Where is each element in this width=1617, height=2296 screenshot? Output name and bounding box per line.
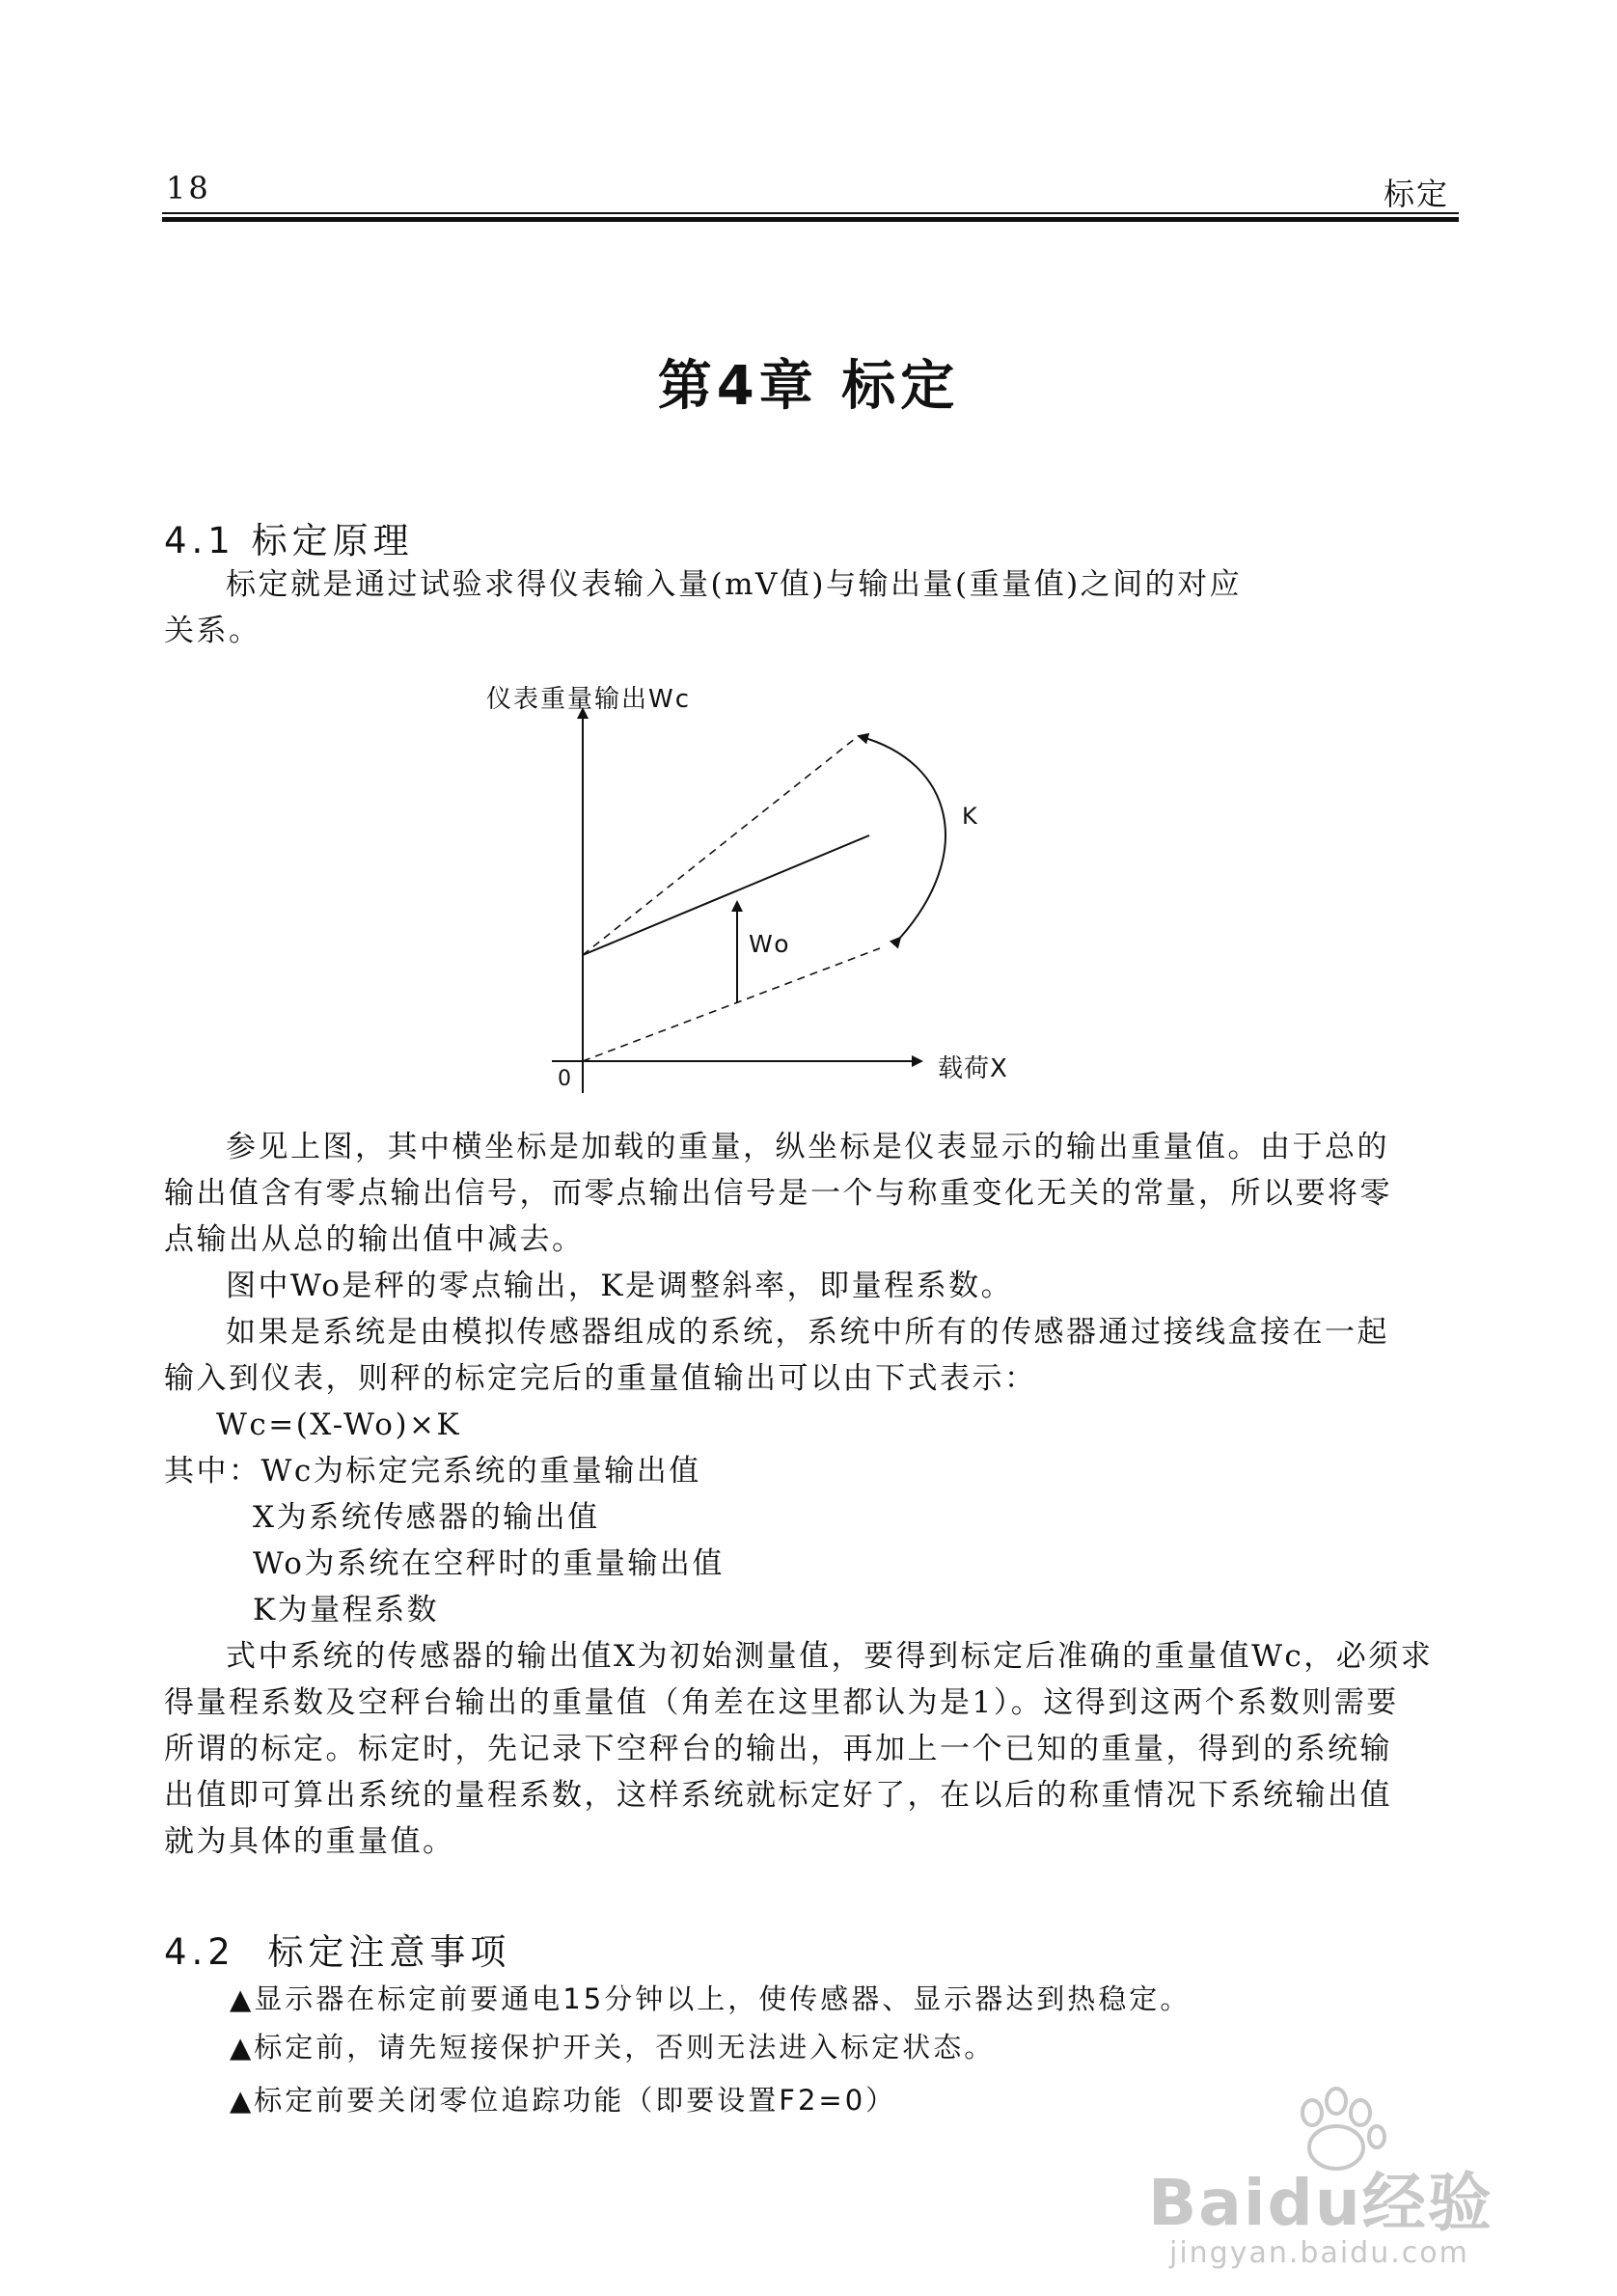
origin-label: 0 xyxy=(558,1067,571,1091)
section-heading-4-2: 4.2 标定注意事项 xyxy=(164,1931,511,1973)
page-number: 18 xyxy=(166,170,211,206)
intro-line-1: 标定就是通过试验求得仪表输入量(mV值)与输出量(重量值)之间的对应 xyxy=(226,567,1243,602)
paragraph-1-line-3: 点输出从总的输出值中减去。 xyxy=(164,1222,585,1257)
chapter-title: 第4章 标定 xyxy=(657,355,960,418)
running-header-section: 标定 xyxy=(1384,176,1450,212)
formula: Wc=(X-Wo)×K xyxy=(216,1408,462,1442)
paragraph-4-line-4: 出值即可算出系统的量程系数，这样系统就标定好了，在以后的称重情况下系统输出值 xyxy=(164,1778,1392,1813)
paragraph-2: 图中Wo是秤的零点输出，K是调整斜率，即量程系数。 xyxy=(226,1269,1014,1303)
k-label: K xyxy=(962,803,977,830)
section-heading-4-1: 4.1 标定原理 xyxy=(164,520,414,561)
paragraph-3-line-1: 如果是系统是由模拟传感器组成的系统，系统中所有的传感器通过接线盒接在一起 xyxy=(226,1315,1389,1350)
paragraph-4-line-1: 式中系统的传感器的输出值X为初始测量值，要得到标定后准确的重量值Wc，必须求 xyxy=(226,1639,1434,1674)
bullet-short-switch: ▲标定前，请先短接保护开关，否则无法进入标定状态。 xyxy=(230,2031,996,2064)
paragraph-4-line-2: 得量程系数及空秤台输出的重量值（角差在这里都认为是1）。这得到这两个系数则需要 xyxy=(164,1685,1399,1720)
definition-x: X为系统传感器的输出值 xyxy=(253,1500,600,1535)
definition-k: K为量程系数 xyxy=(253,1593,440,1627)
watermark-url: jingyan.baidu.com xyxy=(1169,2236,1469,2270)
lower-dashed-line xyxy=(583,948,880,1061)
upper-dashed-line xyxy=(583,738,856,955)
intro-line-2: 关系。 xyxy=(164,614,261,648)
y-axis-label: 仪表重量输出Wc xyxy=(486,685,692,714)
calibration-line xyxy=(583,835,869,955)
bullet-zero-tracking: ▲标定前要关闭零位追踪功能（即要设置F2=0） xyxy=(230,2084,897,2117)
k-curve-arrow xyxy=(859,736,946,938)
wo-label: Wo xyxy=(749,930,792,958)
where-line: 其中：Wc为标定完系统的重量输出值 xyxy=(164,1454,701,1489)
x-axis-label: 载荷X xyxy=(938,1054,1008,1083)
paragraph-4-line-3: 所谓的标定。标定时，先记录下空秤台的输出，再加上一个已知的重量，得到的系统输 xyxy=(164,1732,1392,1766)
calibration-diagram xyxy=(0,0,1617,1109)
watermark-brand: Baidu经验 xyxy=(1148,2166,1494,2240)
definition-wo: Wo为系统在空秤时的重量输出值 xyxy=(253,1546,725,1581)
paragraph-4-line-5: 就为具体的重量值。 xyxy=(164,1824,455,1859)
paragraph-3-line-2: 输入到仪表，则秤的标定完后的重量值输出可以由下式表示： xyxy=(164,1361,1037,1396)
bullet-warmup: ▲显示器在标定前要通电15分钟以上，使传感器、显示器达到热稳定。 xyxy=(230,1982,1192,2015)
paragraph-1-line-1: 参见上图，其中横坐标是加载的重量，纵坐标是仪表显示的输出重量值。由于总的 xyxy=(226,1130,1389,1164)
paragraph-1-line-2: 输出值含有零点输出信号，而零点输出信号是一个与称重变化无关的常量，所以要将零 xyxy=(164,1176,1392,1211)
